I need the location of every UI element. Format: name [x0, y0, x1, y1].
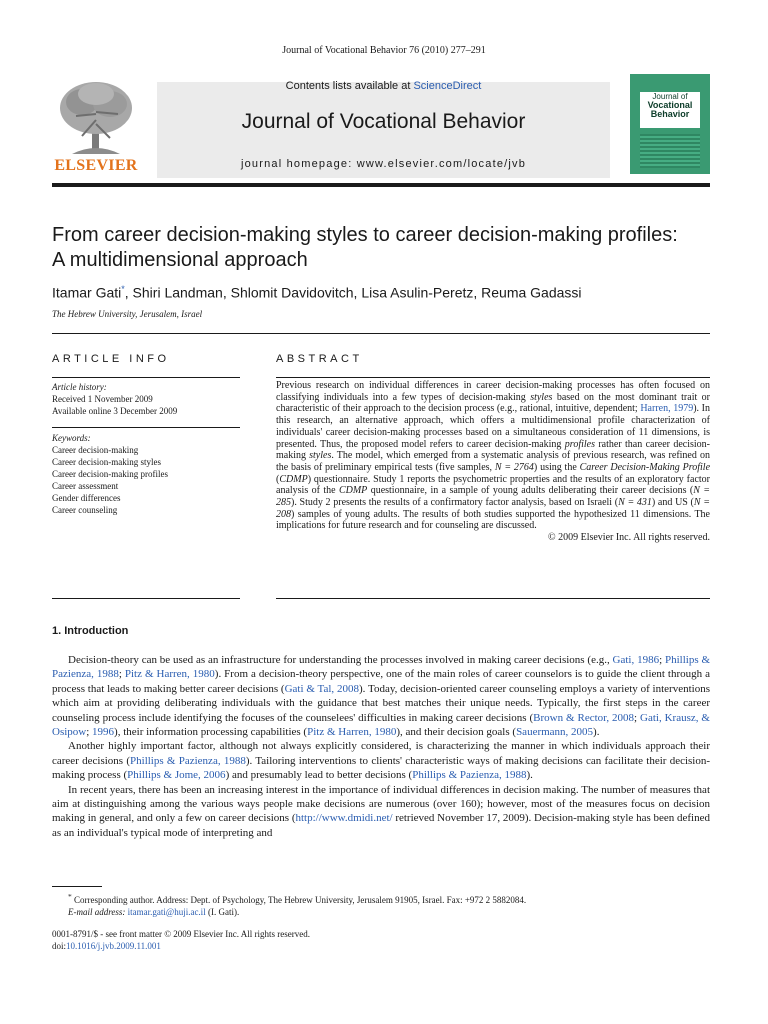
abstract-italic: CDMP	[279, 473, 308, 485]
paragraph	[52, 783, 710, 841]
text-fragment: ). From a decision-theory perspective, one of the main roles of career counselors is to guide the client through a process that leads to making better career decisions (	[52, 668, 711, 695]
doi-link[interactable]: 10.1016/j.jvb.2009.11.001	[66, 941, 161, 951]
email-label: E-mail address:	[68, 907, 126, 917]
article-history	[52, 381, 240, 417]
text-fragment: ). Tailoring interventions to clients' characteristic ways of making decisions can facilitate their decision-making process (	[52, 754, 711, 782]
authors-rest: , Shiri Landman, Shlomit Davidovitch, Lisa Asulin-Peretz, Reuma Gadassi	[124, 284, 582, 301]
article-info-rule	[52, 598, 240, 599]
text-fragment: Decision-theory can be used as an infrastructure for understanding the processes involved in making career decisions (e.g.,	[68, 654, 613, 666]
text-fragment: ), their information processing capabilities (	[114, 726, 308, 739]
text-fragment: ) and presumably lead to better decisions (	[225, 769, 413, 782]
text-fragment: Another highly important factor, although not always explicitly considered, is characterizing the manner in which individuals approach their career decisions (	[52, 740, 710, 767]
text-fragment: ;	[86, 726, 93, 739]
keywords-block	[52, 432, 240, 516]
abstract-fragment: ) and US (	[651, 497, 694, 509]
sciencedirect-link[interactable]: ScienceDirect	[413, 80, 482, 92]
keyword-item: Career decision-making	[52, 445, 139, 455]
available-date: Available online 3 December 2009	[52, 406, 178, 416]
paper-title-line-1: From career decision-making styles to career decision-making profiles:	[52, 224, 678, 246]
email-note	[52, 906, 710, 918]
citation-link[interactable]: Gati, 1986	[612, 654, 660, 666]
sample-size: N = 431	[618, 497, 652, 509]
footnote	[52, 891, 710, 918]
corresponding-author-marker[interactable]: *	[121, 284, 125, 294]
abstract-italic: CDMP	[338, 485, 368, 497]
issn-line: 0001-8791/$ - see front matter © 2009 Elsevier Inc. All rights reserved.	[52, 929, 311, 939]
text-fragment: ), and their decision goals (	[396, 726, 517, 739]
front-matter	[52, 928, 452, 952]
citation-link[interactable]: Sauermann, 2005	[516, 726, 594, 739]
abstract-fragment: Previous research on individual differences in career decision-making processes has often focused on classifying individuals into a few types of decision-making	[276, 380, 710, 403]
keyword-item: Gender differences	[52, 493, 121, 503]
contents-prefix: Contents lists available at	[285, 80, 414, 92]
sample-size: N = 285	[276, 485, 710, 509]
abstract-italic: profiles	[564, 438, 595, 450]
cover-title-box	[640, 92, 700, 128]
received-date: Received 1 November 2009	[52, 394, 153, 404]
cover-pattern	[640, 134, 700, 168]
elsevier-tree-icon	[52, 80, 140, 158]
abstract-italic: Career Decision-Making Profile	[579, 461, 711, 473]
paragraph	[52, 653, 710, 739]
text-fragment: ;	[659, 654, 665, 666]
footnote-text: (I. Gati).	[205, 907, 240, 917]
citation-link[interactable]: Phillips & Pazienza, 1988	[52, 654, 710, 681]
cover-line-3: Behavior	[650, 109, 690, 119]
abstract-fragment: ) questionnaire. Study 1 reports the psychometric properties and the results of an exploratory factor analysis of the	[276, 473, 710, 497]
article-info-rule	[52, 427, 240, 428]
paper-title-line-2: A multidimensional approach	[52, 249, 308, 271]
text-fragment: ). Today, decision-oriented career counseling employs a variety of interventions which aim at providing deliberating individuals with the guidance that best matches their unique needs. Typically, the first steps in the career counseling process include identifying the focuses of the counselees' difficulties in making career decisions (	[52, 682, 710, 724]
text-fragment: ).	[593, 726, 600, 739]
paragraph	[52, 739, 710, 782]
copyright-notice: © 2009 Elsevier Inc. All rights reserved.	[547, 532, 710, 544]
article-info-rule	[52, 377, 240, 378]
keyword-item: Career decision-making styles	[52, 457, 161, 467]
url-link[interactable]: http://www.dmidi.net/	[295, 812, 393, 825]
citation-link[interactable]: Pitz & Harren, 1980	[124, 668, 215, 681]
citation-link[interactable]: Brown & Rector, 2008	[533, 711, 635, 724]
abstract-fragment: ) using the	[533, 461, 580, 473]
abstract-fragment: ). In this research, an alternative approach, which offers a multidimensional profile characterization of individuals' career decision-making processes based on a simultaneous consideration of 11 dimensions, is presented. Thus, the proposed model refers to career decision-making	[276, 403, 710, 450]
keyword-item: Career assessment	[52, 481, 119, 491]
header-rule	[52, 183, 710, 187]
citation-link[interactable]: Phillips & Jome, 2006	[127, 769, 226, 782]
abstract-fragment: ) samples of young adults. The results of both studies supported the hypothesized 11 dimensions. The implications for future research and for counseling are discussed.	[276, 508, 710, 532]
text-fragment: ).	[526, 769, 533, 782]
abstract-fragment: based on the most dominant trait or characteristic of their approach to the decision process (e.g., rational, intuitive, dependent;	[276, 391, 711, 415]
abstract-rule	[276, 598, 710, 599]
abstract-fragment: ). Study 2 presents the results of a confirmatory factor analysis, based on Israeli (	[291, 497, 619, 509]
abstract-fragment: questionnaire, in a sample of young adults deliberating their career decisions (	[367, 485, 694, 497]
footnote-text: Corresponding author. Address: Dept. of Psychology, The Hebrew University, Jerusalem 91905, Israel. Fax: +972 2 5882084.	[74, 895, 527, 905]
corresponding-author-note	[52, 891, 710, 906]
cover-line-1: Journal of	[652, 92, 688, 101]
citation-link[interactable]: 1996	[92, 726, 115, 739]
citation-link[interactable]: Phillips & Pazienza, 1988	[412, 769, 527, 782]
sample-size: N = 208	[276, 497, 710, 520]
sample-size: N = 2764	[494, 461, 534, 473]
abstract-fragment: (	[276, 473, 280, 485]
keyword-item: Career counseling	[52, 505, 118, 515]
citation-link[interactable]: Gati & Tal, 2008	[284, 682, 359, 695]
journal-title: Journal of Vocational Behavior	[241, 110, 526, 133]
cover-line-2: Vocational	[647, 100, 693, 110]
journal-cover-thumbnail	[630, 74, 710, 174]
title-rule	[52, 333, 710, 334]
author-first: Itamar Gati	[52, 284, 122, 301]
section-heading-introduction: 1. Introduction	[52, 625, 129, 637]
text-fragment: ;	[118, 668, 125, 681]
keyword-item: Career decision-making profiles	[52, 469, 168, 479]
doi-label: doi:	[52, 941, 67, 951]
footnote-marker: *	[68, 892, 72, 901]
text-fragment: ;	[634, 711, 641, 724]
citation-link[interactable]: Phillips & Pazienza, 1988	[130, 754, 246, 767]
citation-link[interactable]: Gati, Krausz, & Osipow	[52, 711, 710, 739]
keywords-label: Keywords:	[52, 433, 91, 443]
footnote-rule	[52, 886, 102, 887]
author-list	[52, 284, 712, 301]
abstract-fragment: rather than career decision-making	[276, 438, 710, 462]
citation-link[interactable]: Pitz & Harren, 1980	[307, 726, 397, 739]
contents-line	[157, 80, 610, 92]
journal-homepage[interactable]: journal homepage: www.elsevier.com/locate/jvb	[240, 158, 527, 170]
abstract-text	[276, 380, 710, 544]
text-fragment: retrieved November 17, 2009). Decision-making style has been defined as an individual's typical mode of interpreting and	[52, 812, 710, 839]
publisher-name: ELSEVIER	[54, 157, 138, 174]
article-info-heading: ARTICLE INFO	[52, 353, 170, 365]
paper-title	[52, 223, 712, 273]
doi-line	[52, 940, 452, 952]
citation-link[interactable]: Harren, 1979	[640, 403, 694, 415]
journal-reference: Journal of Vocational Behavior 76 (2010) 277–291	[282, 45, 486, 56]
email-link[interactable]: itamar.gati@huji.ac.il	[127, 907, 206, 917]
abstract-heading: ABSTRACT	[276, 353, 363, 365]
abstract-italic: styles	[530, 391, 553, 403]
abstract-rule	[276, 377, 710, 378]
affiliation: The Hebrew University, Jerusalem, Israel	[52, 309, 203, 319]
abstract-italic: styles	[309, 450, 332, 462]
abstract-fragment: . The model, which emerged from a systematic analysis of previous research, was refined on the basis of preliminary empirical tests (five samples,	[276, 450, 711, 473]
history-label: Article history:	[52, 382, 107, 392]
body-text	[52, 653, 710, 840]
text-fragment: In recent years, there has been an increasing interest in the importance of individual differences in decision making. The number of measures that aim at distinguishing among the various ways people make decisions are numerous (over 160); however, most of the measures focus on decision making in general, and only a few on career decisions (	[52, 783, 710, 825]
